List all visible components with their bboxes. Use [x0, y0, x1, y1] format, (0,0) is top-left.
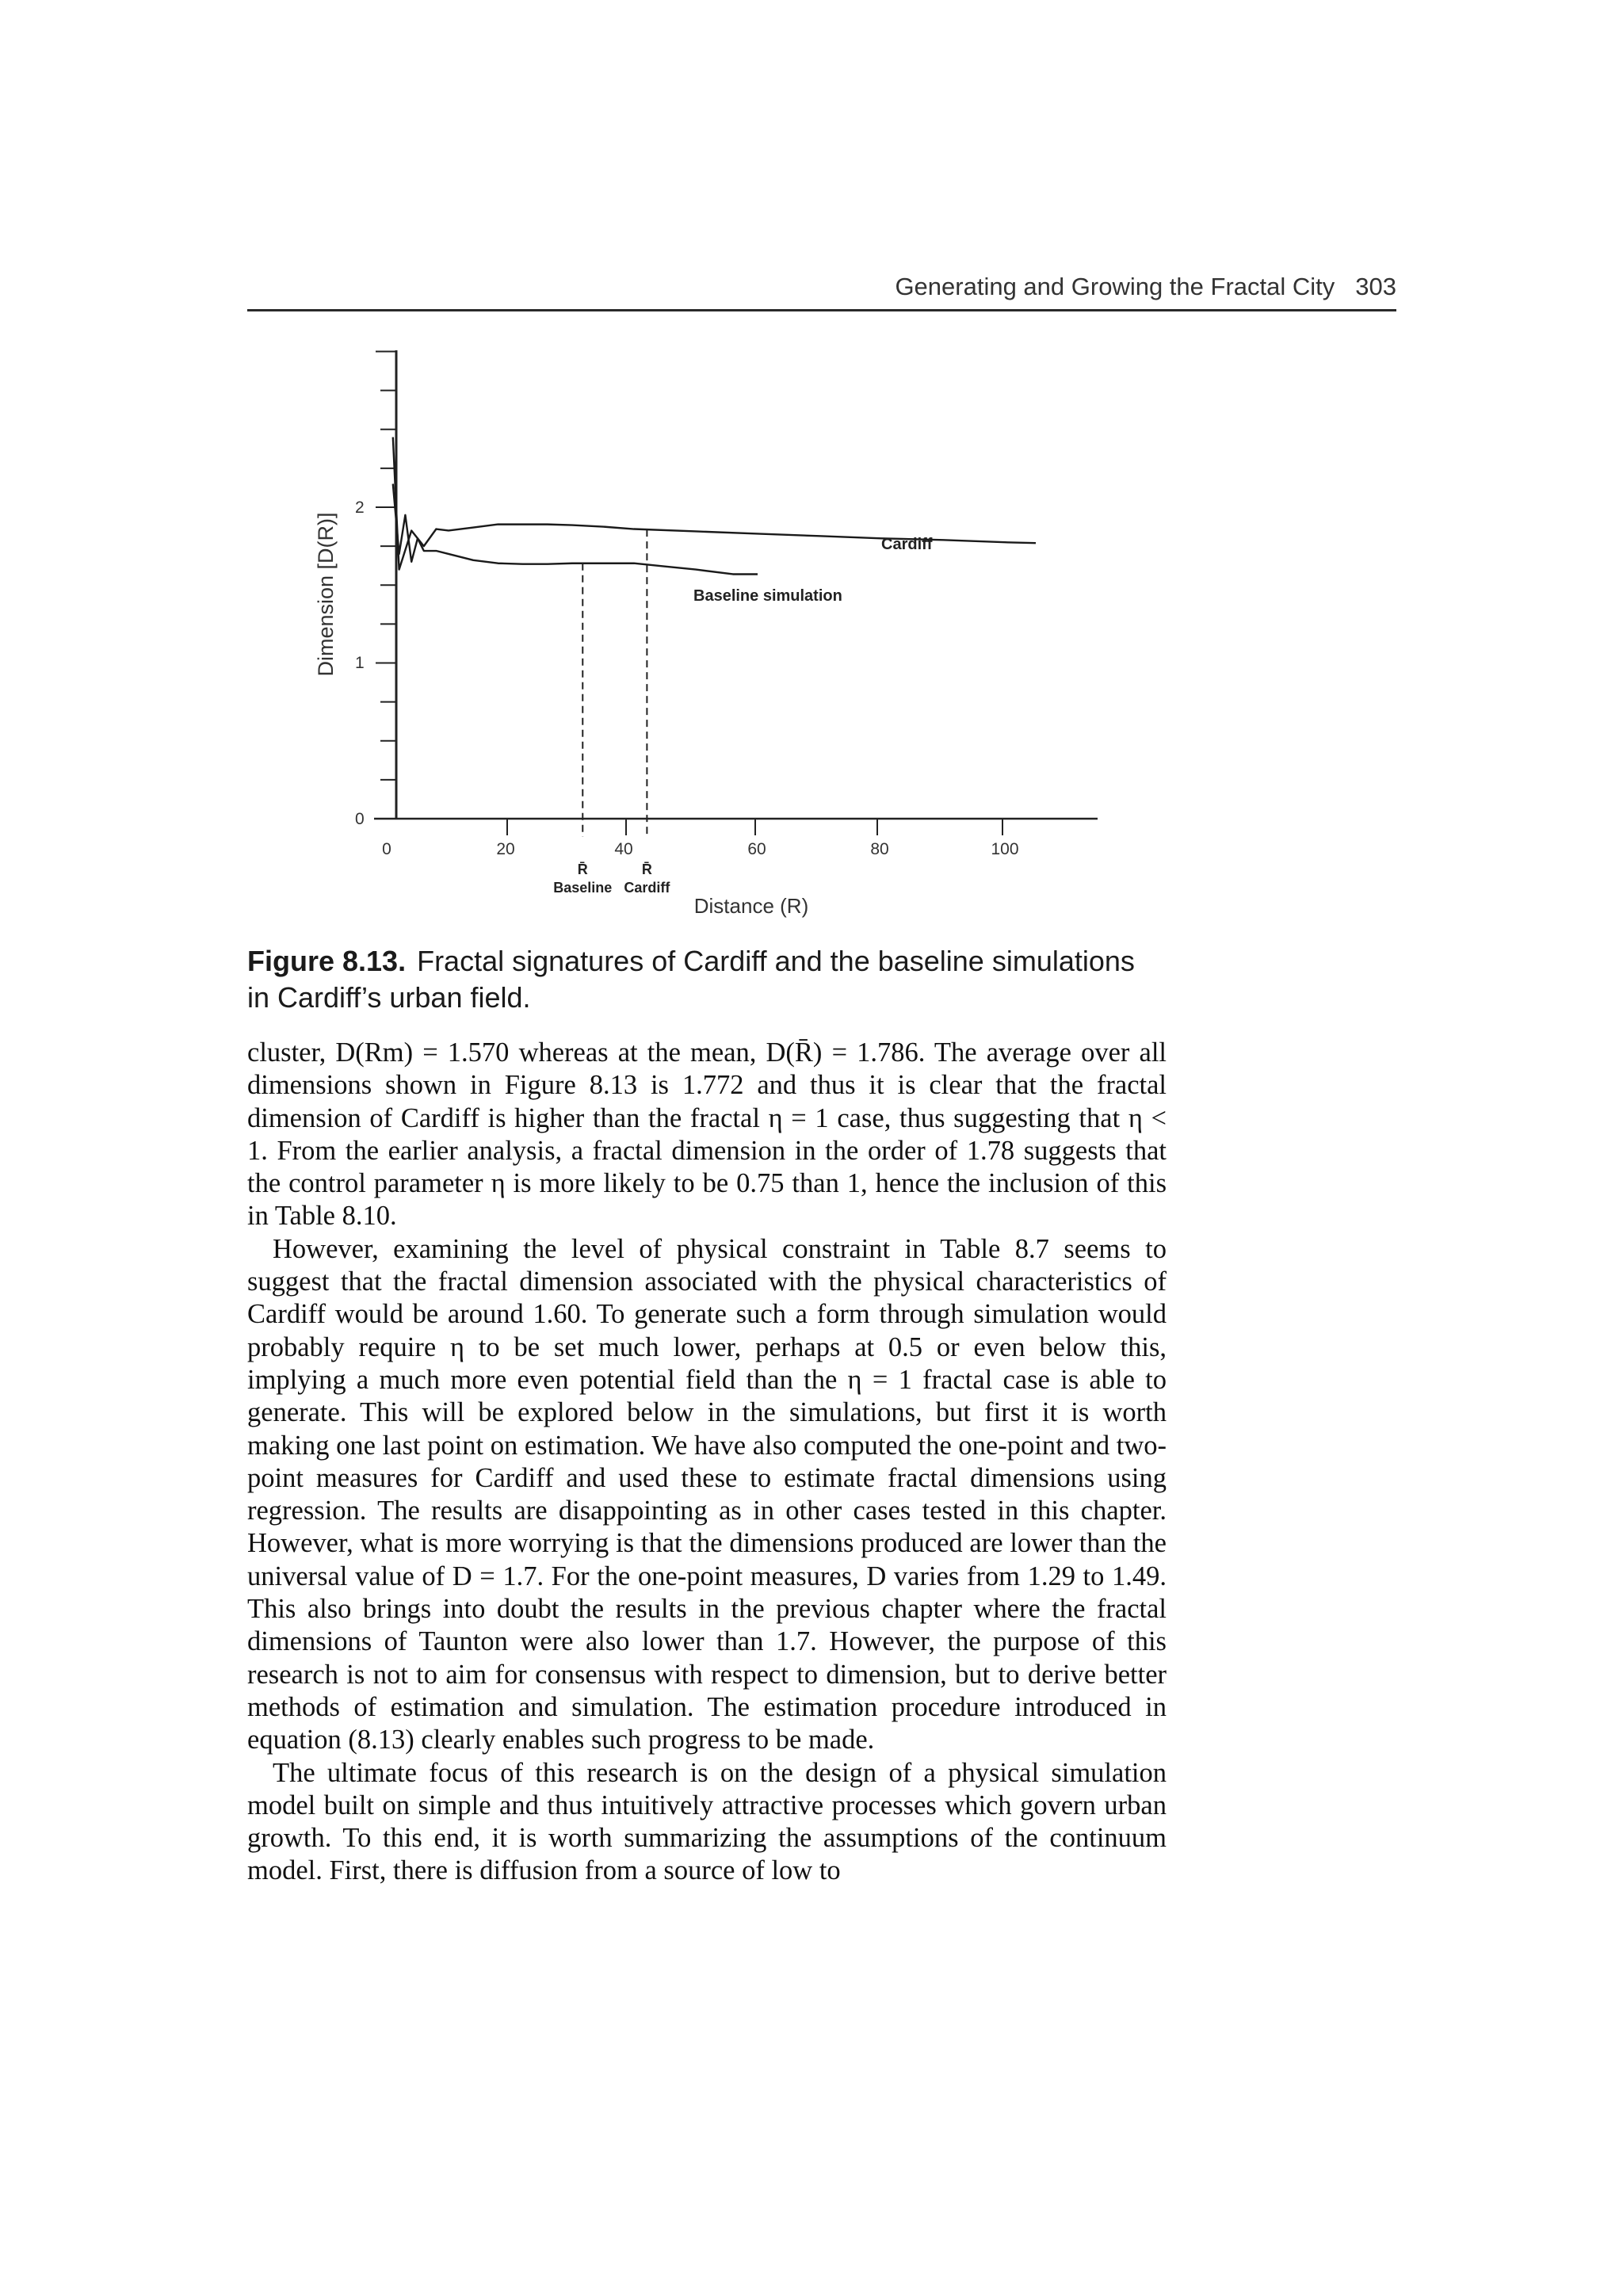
x-axis-label: Distance (R) — [693, 894, 809, 918]
rbar-label-cardiff: Cardiff — [624, 880, 670, 896]
figure-caption-text: Fractal signatures of Cardiff and the baseline simulations in Cardiff’s urban field. — [247, 945, 1135, 1014]
x-tick-label-20: 20 — [496, 840, 515, 858]
y-axis — [314, 350, 396, 828]
series-labels — [693, 536, 933, 605]
x-axis — [374, 819, 1098, 918]
y-tick-label-0: 0 — [355, 810, 365, 828]
series-label-baseline: Baseline simulation — [693, 587, 842, 605]
page-number: 303 — [1355, 273, 1396, 300]
running-title: Generating and Growing the Fractal City — [895, 273, 1335, 300]
series-line-baseline — [393, 484, 758, 575]
paragraph-3: The ultimate focus of this research is on the design of a physical simulation model built on simple and thus intuitively attractive processes which govern urban growth. To this end, it is worth summarizing the assumptions of the continuum model. First, there is diffusion from a source of low to — [247, 1757, 1167, 1886]
y-tick-label-1: 1 — [355, 654, 365, 672]
figure-caption-label: Figure 8.13. — [247, 945, 407, 977]
y-axis-label: Dimension [D(R)] — [314, 512, 338, 677]
series-layer — [393, 437, 1036, 575]
series-line-cardiff — [393, 437, 1036, 570]
x-tick-label-0: 0 — [382, 840, 391, 858]
body-text — [247, 1037, 1167, 1888]
y-tick-label-2: 2 — [355, 499, 365, 517]
mean-distance-markers — [553, 529, 670, 896]
x-tick-label-80: 80 — [870, 840, 889, 858]
series-label-cardiff: Cardiff — [881, 536, 933, 553]
figure-caption — [247, 943, 1163, 1016]
paragraph-2: However, examining the level of physical constraint in Table 8.7 seems to suggest that the fractal dimension associated with the physical characteristics of Cardiff would be around 1.60. To generate such a form through simulation would probably require η to be set much lower, perhaps at 0.5 or even below this, implying a much more even potential field than the η = 1 fractal case is able to generate. This will be explored below in the simulations, but first it is worth making one last point on estimation. We have also computed the one-point and two-point measures for Cardiff and used these to estimate fractal dimensions using regression. The results are disappointing as in other cases tested in this chapter. However, what is more worrying is that the dimensions produced are lower than the universal value of D = 1.7. For the one-point measures, D varies from 1.29 to 1.49. This also brings into doubt the results in the previous chapter where the fractal dimensions of Taunton were also lower than 1.7. However, the purpose of this research is not to aim for consensus with respect to dimension, but to derive better methods of estimation and simulation. The estimation procedure introduced in equation (8.13) clearly enables such progress to be made. — [247, 1233, 1167, 1755]
rbar-label-baseline: Baseline — [553, 880, 613, 896]
x-tick-label-40: 40 — [614, 840, 633, 858]
rbar-symbol-cardiff: R̄ — [641, 861, 652, 877]
x-tick-label-100: 100 — [991, 840, 1019, 858]
paragraph-1: cluster, D(Rm) = 1.570 whereas at the mean, D(R̄) = 1.786. The average over all dimensions shown in Figure 8.13 is 1.772 and thus it is clear that the fractal dimension of Cardiff is higher than the fractal η = 1 case, thus suggesting that η < 1. From the earlier analysis, a fractal dimension in the order of 1.78 suggests that the control parameter η is more likely to be 0.75 than 1, hence the inclusion of this in Table 8.10. — [247, 1037, 1167, 1232]
rbar-symbol-baseline: R̄ — [577, 861, 588, 877]
x-tick-label-60: 60 — [747, 840, 766, 858]
fractal-signature-chart — [0, 0, 1623, 951]
